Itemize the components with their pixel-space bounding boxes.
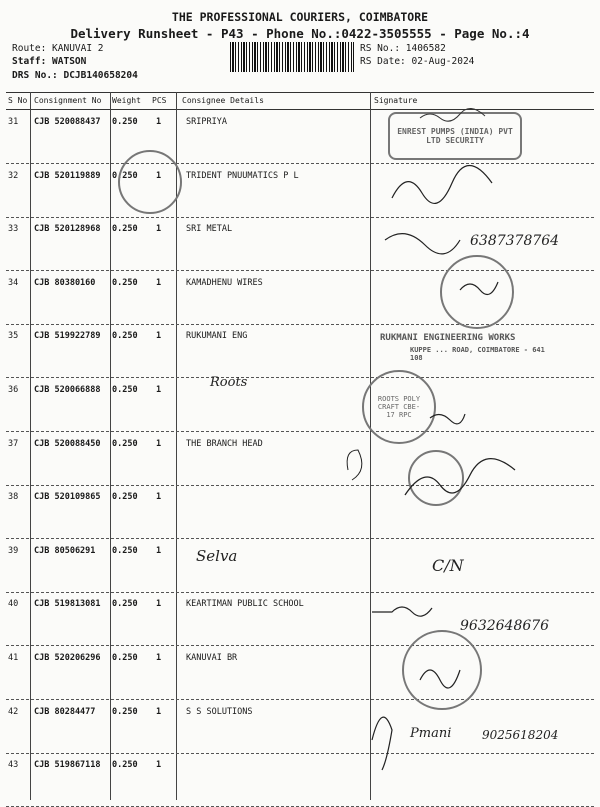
row-sno: 39: [8, 545, 19, 556]
row-sno: 43: [8, 760, 19, 771]
row-sno: 34: [8, 277, 19, 288]
row-weight: 0.250: [112, 170, 138, 181]
row-pcs: 1: [156, 653, 162, 663]
row-consignment: CJB 519922789: [34, 331, 101, 342]
row-sno: 31: [8, 117, 19, 127]
company-title: THE PROFESSIONAL COURIERS, COIMBATORE: [171, 10, 429, 24]
row-details: RUKUMANI ENG: [186, 331, 248, 342]
runsheet-subtitle: Delivery Runsheet - P43 - Phone No.:0422-3505555 - Page No.:4: [70, 26, 530, 41]
row-sno: 32: [8, 170, 19, 181]
handwriting-phone: 9025618204: [482, 728, 559, 742]
row-sno: 40: [8, 599, 19, 610]
handwriting-phone: 6387378764: [470, 233, 560, 249]
row-sno: 37: [8, 438, 19, 449]
staff: Staff: WATSON: [12, 56, 87, 67]
row-weight: 0.250: [112, 438, 138, 449]
row-weight: 0.250: [112, 760, 138, 771]
row-pcs: 1: [156, 545, 162, 556]
row-details: SRI METAL: [186, 224, 233, 235]
row-pcs: 1: [156, 385, 162, 395]
row-weight: 0.250: [112, 117, 138, 127]
row-consignment: CJB 520088437: [34, 117, 101, 127]
signature-scribble: [372, 717, 392, 770]
row-consignment: CJB 80380160: [34, 277, 96, 288]
row-details: KEARTIMAN PUBLIC SCHOOL: [186, 599, 304, 610]
row-consignment: CJB 519867118: [34, 760, 101, 771]
row-weight: 0.250: [112, 706, 138, 717]
signature-scribble: [347, 450, 362, 480]
row-consignment: CJB 80284477: [34, 706, 96, 717]
signature-scribble: [430, 414, 465, 424]
row-pcs: 1: [156, 438, 162, 449]
row-consignment: CJB 80506291: [34, 545, 96, 556]
row-weight: 0.250: [112, 653, 138, 663]
row-weight: 0.250: [112, 545, 138, 556]
row-consignment: CJB 520109865: [34, 492, 101, 503]
row-sno: 38: [8, 492, 19, 503]
row-pcs: 1: [156, 760, 162, 771]
row-pcs: 1: [156, 599, 162, 610]
signature-scribble: [420, 108, 485, 121]
rs-date: RS Date: 02-Aug-2024: [360, 56, 475, 67]
handwriting-pmani: Pmani: [410, 726, 452, 741]
enrest-stamp: ENREST PUMPS (INDIA) PVT LTD SECURITY: [388, 112, 522, 160]
row-details: THE BRANCH HEAD: [186, 438, 263, 449]
rukmani-stamp: RUKMANI ENGINEERING WORKS: [380, 333, 516, 343]
row-consignment: CJB 520128968: [34, 224, 101, 235]
handwriting-phone: 9632648676: [460, 618, 550, 634]
row-pcs: 1: [156, 224, 162, 235]
row-weight: 0.250: [112, 385, 138, 395]
row-pcs: 1: [156, 331, 162, 342]
row-weight: 0.250: [112, 492, 138, 503]
row-details: KAMADHENU WIRES: [186, 277, 263, 288]
col-consignment: Consignment No: [34, 96, 102, 105]
drs-number: DRS No.: DCJB140658204: [12, 70, 138, 81]
row-pcs: 1: [156, 117, 162, 127]
row-pcs: 1: [156, 277, 162, 288]
rukmani-stamp-address: KUPPE ... ROAD, COIMBATORE - 641 108: [410, 346, 545, 362]
handwriting-selva: Selva: [196, 547, 238, 565]
row-consignment: CJB 519813081: [34, 599, 101, 610]
col-signature: Signature: [374, 96, 418, 105]
signature-scribble: [405, 459, 515, 495]
row-details: S S SOLUTIONS: [186, 706, 253, 717]
row-pcs: 1: [156, 170, 162, 181]
col-details: Consignee Details: [182, 96, 264, 105]
signature-scribble: [372, 607, 432, 616]
roots-stamp: ROOTS POLY CRAFT CBE-17 RPC: [362, 370, 436, 444]
handwriting-cn: C/N: [432, 556, 464, 575]
row-sno: 36: [8, 385, 19, 395]
row-sno: 33: [8, 224, 19, 235]
row-weight: 0.250: [112, 277, 138, 288]
row-details: SRIPRIYA: [186, 117, 227, 127]
row-consignment: CJB 520088450: [34, 438, 101, 449]
row-consignment: CJB 520066888: [34, 385, 101, 395]
signature-scribble: [460, 282, 498, 295]
col-pcs: PCS: [152, 96, 167, 105]
row-details: KANUVAI BR: [186, 653, 238, 663]
signature-scribble: [385, 234, 460, 254]
col-sno: S No: [8, 96, 28, 105]
signature-scribble: [420, 670, 460, 688]
row-details: TRIDENT PNUUMATICS P L: [186, 170, 299, 181]
row-sno: 35: [8, 331, 19, 342]
row-weight: 0.250: [112, 331, 138, 342]
row-weight: 0.250: [112, 599, 138, 610]
signature-scribble: [392, 166, 492, 204]
rs-number: RS No.: 1406582: [360, 43, 446, 54]
row-sno: 42: [8, 706, 19, 717]
row-pcs: 1: [156, 492, 162, 503]
row-consignment: CJB 520119889: [34, 170, 101, 181]
handwriting-roots: Roots: [210, 375, 248, 390]
row-consignment: CJB 520206296: [34, 653, 101, 663]
route: Route: KANUVAI 2: [12, 43, 104, 54]
row-pcs: 1: [156, 706, 162, 717]
col-weight: Weight: [112, 96, 141, 105]
row-weight: 0.250: [112, 224, 138, 235]
row-sno: 41: [8, 653, 19, 663]
